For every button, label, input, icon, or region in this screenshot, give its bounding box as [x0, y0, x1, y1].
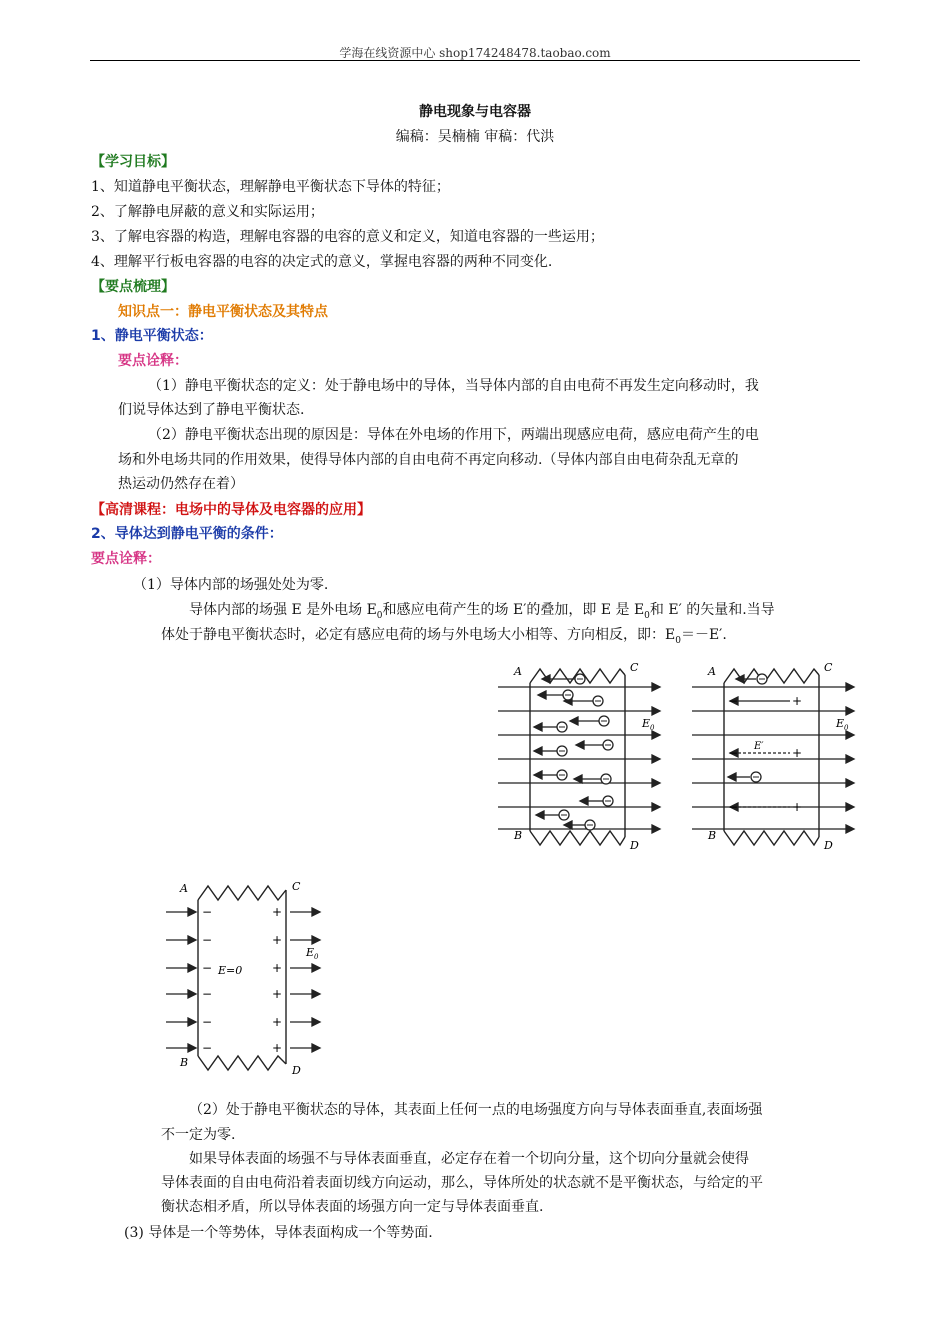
fig3-label-b: B	[180, 1056, 189, 1069]
fig2-minus-3: −	[728, 800, 739, 814]
condition-2-line-e: 衡状态相矛盾，所以导体表面的场强方向一定与导体表面垂直.	[161, 1199, 544, 1215]
fig1-label-c: C	[630, 661, 639, 674]
fig3-label-e-zero: E=0	[218, 964, 243, 977]
section-points: 【要点梳理】	[91, 279, 175, 295]
subsection-1: 1、静电平衡状态：	[91, 328, 213, 344]
fig2-label-c: C	[824, 661, 833, 674]
condition-2-line-c: 如果导体表面的场强不与导体表面垂直，必定存在着一个切向分量，这个切向分量就会使得	[189, 1151, 749, 1167]
p1-line-b: 们说导体达到了静电平衡状态.	[118, 402, 305, 418]
explain-label-1: 要点诠释：	[118, 353, 188, 369]
doc-authors: 编稿：吴楠楠 审稿：代洪	[395, 129, 555, 145]
doc-title: 静电现象与电容器	[419, 104, 531, 120]
figure-field-zero	[162, 878, 332, 1084]
p2-line-b: 场和外电场共同的作用效果，使得导体内部的自由电荷不再定向移动.（导体内部自由电荷杂乱无章的	[118, 452, 739, 468]
fig3-minus-5: −	[202, 1015, 213, 1029]
figure-induced-field	[686, 655, 856, 855]
fig3-minus-2: −	[202, 933, 213, 947]
fig3-label-a: A	[180, 882, 188, 895]
fig2-label-a: A	[708, 665, 716, 678]
fig3-label-c: C	[292, 880, 301, 893]
page-header: 学海在线资源中心 shop174248478.taobao.com	[339, 46, 611, 60]
fig1-label-a: A	[514, 665, 522, 678]
condition-2-line-a: （2）处于静电平衡状态的导体，其表面上任何一点的电场强度方向与导体表面垂直,表面场强	[189, 1102, 763, 1118]
goal-1: 1、知道静电平衡状态，理解静电平衡状态下导体的特征；	[91, 179, 450, 195]
condition-1-line-b: 体处于静电平衡状态时，必定有感应电荷的场与外电场大小相等、方向相反，即：$E_0=-E'$.	[161, 627, 727, 646]
fig2-label-d: D	[824, 839, 833, 852]
knowledge-point-1: 知识点一：静电平衡状态及其特点	[118, 304, 328, 320]
condition-3: (3) 导体是一个等势体，导体表面构成一个等势面.	[124, 1225, 433, 1241]
figure-electron-motion	[492, 655, 662, 855]
goal-4: 4、理解平行板电容器的电容的决定式的意义，掌握电容器的两种不同变化.	[91, 254, 553, 270]
fig3-label-d: D	[292, 1064, 301, 1077]
fig3-plus-4: +	[272, 987, 283, 1001]
explain-label-2: 要点诠释：	[91, 551, 161, 567]
fig3-plus-6: +	[272, 1041, 283, 1055]
fig2-label-b: B	[708, 829, 717, 842]
fig2-minus-1: −	[728, 694, 739, 708]
fig3-plus-2: +	[272, 933, 283, 947]
fig2-plus-2: +	[792, 746, 803, 760]
fig2-plus-3: +	[792, 800, 803, 814]
section-goals: 【学习目标】	[91, 154, 175, 170]
fig3-minus-1: −	[202, 905, 213, 919]
goal-3: 3、了解电容器的构造，理解电容器的电容的意义和定义，知道电容器的一些运用；	[91, 229, 604, 245]
fig3-minus-3: −	[202, 961, 213, 975]
goal-2: 2、了解静电屏蔽的意义和实际运用；	[91, 204, 324, 220]
condition-2-line-d: 导体表面的自由电荷沿着表面切线方向运动，那么，导体所处的状态就不是平衡状态，与给定的平	[161, 1175, 763, 1191]
p1-line-a: （1）静电平衡状态的定义：处于静电场中的导体，当导体内部的自由电荷不再发生定向移动时，我	[148, 378, 759, 394]
subsection-2: 2、导体达到静电平衡的条件：	[91, 526, 283, 542]
p2-line-c: 热运动仍然存在着）	[118, 476, 244, 492]
p2-line-a: （2）静电平衡状态出现的原因是：导体在外电场的作用下，两端出现感应电荷，感应电荷产生的电	[148, 427, 759, 443]
hd-course-link[interactable]: 【高清课程：电场中的导体及电容器的应用】	[91, 502, 371, 518]
fig3-plus-5: +	[272, 1015, 283, 1029]
fig1-label-e0: $E_0$	[642, 717, 655, 732]
header-rule	[90, 60, 860, 61]
fig3-label-e0: $E_0$	[306, 946, 319, 961]
fig1-label-b: B	[514, 829, 523, 842]
fig2-minus-2: −	[728, 746, 739, 760]
condition-2-line-b: 不一定为零.	[161, 1127, 236, 1143]
fig1-label-d: D	[630, 839, 639, 852]
condition-1-line-a: 导体内部的场强 E 是外电场 $E_0$和感应电荷产生的场 E′的叠加，即 E 是 $E_0$和 E′ 的矢量和.当导	[189, 602, 775, 621]
fig2-plus-1: +	[792, 694, 803, 708]
fig3-minus-4: −	[202, 987, 213, 1001]
fig2-label-e0: $E_0$	[836, 717, 849, 732]
condition-1: （1）导体内部的场强处处为零.	[133, 577, 329, 593]
fig3-minus-6: −	[202, 1041, 213, 1055]
fig3-plus-3: +	[272, 961, 283, 975]
fig2-label-eprime: E′	[754, 741, 764, 752]
fig3-plus-1: +	[272, 905, 283, 919]
